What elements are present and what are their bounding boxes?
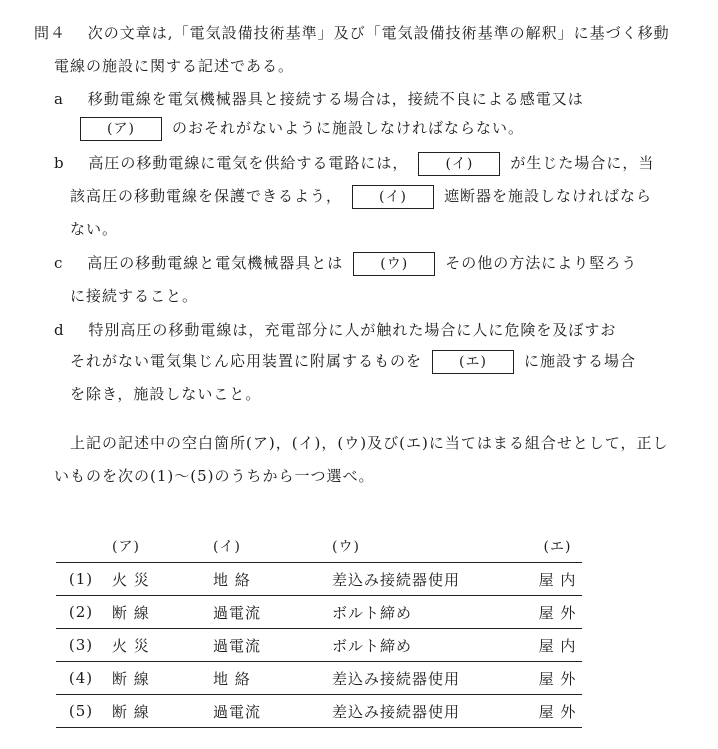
item-c-label: c (54, 254, 64, 272)
cell-a: 断 線 (106, 596, 199, 629)
blank-a: (ア) (80, 117, 162, 141)
header-i: (イ) (199, 530, 324, 563)
item-c-text-3: に接続すること。 (70, 287, 199, 305)
choice-number: (4) (56, 662, 106, 695)
item-d-text-4: を除き，施設しないこと。 (70, 385, 262, 403)
item-c-text-2: その他の方法により堅ろう (445, 254, 638, 272)
instruction-line-2: いものを次の(1)～(5)のうちから一つ選べ。 (54, 467, 375, 485)
cell-e: 屋 外 (533, 695, 582, 728)
choice-number: (5) (56, 695, 106, 728)
item-a-line-1 (54, 88, 584, 109)
cell-u: ボルト締め (324, 596, 533, 629)
cell-i: 地 絡 (199, 563, 324, 596)
item-c-line-1 (54, 252, 637, 276)
item-a-label: a (54, 90, 64, 108)
item-b-text-5: ない。 (70, 220, 119, 238)
table-row (56, 662, 582, 695)
choice-number: (2) (56, 596, 106, 629)
item-b-text-1: 高圧の移動電線に電気を供給する電路には， (88, 154, 409, 172)
cell-u: 差込み接続器使用 (324, 563, 533, 596)
cell-i: 過電流 (199, 629, 324, 662)
cell-i: 過電流 (199, 596, 324, 629)
header-u: (ウ) (324, 530, 533, 563)
cell-e: 屋 内 (533, 629, 582, 662)
item-b-text-2: が生じた場合に，当 (510, 154, 655, 172)
item-d-text-2: それがない電気集じん応用装置に附属するものを (70, 352, 423, 370)
cell-e: 屋 内 (533, 563, 582, 596)
blank-b-2: (イ) (352, 185, 434, 209)
question-intro-2: 電線の施設に関する記述である。 (54, 57, 295, 75)
cell-a: 断 線 (106, 695, 199, 728)
question-number: 問４ (34, 24, 67, 42)
item-b-line-1 (54, 152, 654, 176)
item-a-line-2 (70, 117, 524, 141)
cell-a: 火 災 (106, 629, 199, 662)
item-b-line-2 (70, 185, 652, 209)
blank-c: (ウ) (353, 252, 435, 276)
item-d-line-2 (70, 350, 636, 374)
item-d-text-1: 特別高圧の移動電線は，充電部分に人が触れた場合に人に危険を及ぼすお (88, 321, 617, 339)
cell-u: 差込み接続器使用 (324, 695, 533, 728)
cell-i: 地 絡 (199, 662, 324, 695)
blank-b-1: (イ) (418, 152, 500, 176)
item-b-label: b (54, 154, 65, 172)
table-row (56, 596, 582, 629)
cell-e: 屋 外 (533, 662, 582, 695)
table-row (56, 563, 582, 596)
blank-d: (エ) (432, 350, 514, 374)
cell-u: 差込み接続器使用 (324, 662, 533, 695)
item-d-text-3: に施設する場合 (524, 352, 637, 370)
table-row (56, 629, 582, 662)
table-header-row (56, 530, 582, 563)
cell-i: 過電流 (199, 695, 324, 728)
instruction-line-1: 上記の記述中の空白箇所(ア)，(イ)，(ウ)及び(エ)に当てはまる組合せとして，正し (70, 434, 669, 452)
cell-a: 断 線 (106, 662, 199, 695)
header-blank-cell (56, 530, 106, 563)
table-row (56, 695, 582, 728)
question-intro-1: 次の文章は,「電気設備技術基準」及び「電気設備技術基準の解釈」に基づく移動 (87, 24, 670, 42)
answer-table (56, 530, 582, 728)
choice-number: (1) (56, 563, 106, 596)
header-a: (ア) (106, 530, 199, 563)
question-line-1 (34, 22, 670, 43)
cell-e: 屋 外 (533, 596, 582, 629)
item-a-text-1: 移動電線を電気機械器具と接続する場合は，接続不良による感電又は (87, 90, 584, 108)
item-a-text-2: のおそれがないように施設しなければならない。 (172, 119, 525, 137)
item-b-text-3: 該高圧の移動電線を保護できるよう， (70, 187, 343, 205)
header-e: (エ) (533, 530, 582, 563)
cell-u: ボルト締め (324, 629, 533, 662)
item-d-line-1 (54, 319, 616, 340)
choice-number: (3) (56, 629, 106, 662)
item-b-text-4: 遮断器を施設しなければなら (444, 187, 653, 205)
cell-a: 火 災 (106, 563, 199, 596)
item-d-label: d (54, 321, 65, 339)
item-c-text-1: 高圧の移動電線と電気機械器具とは (87, 254, 344, 272)
